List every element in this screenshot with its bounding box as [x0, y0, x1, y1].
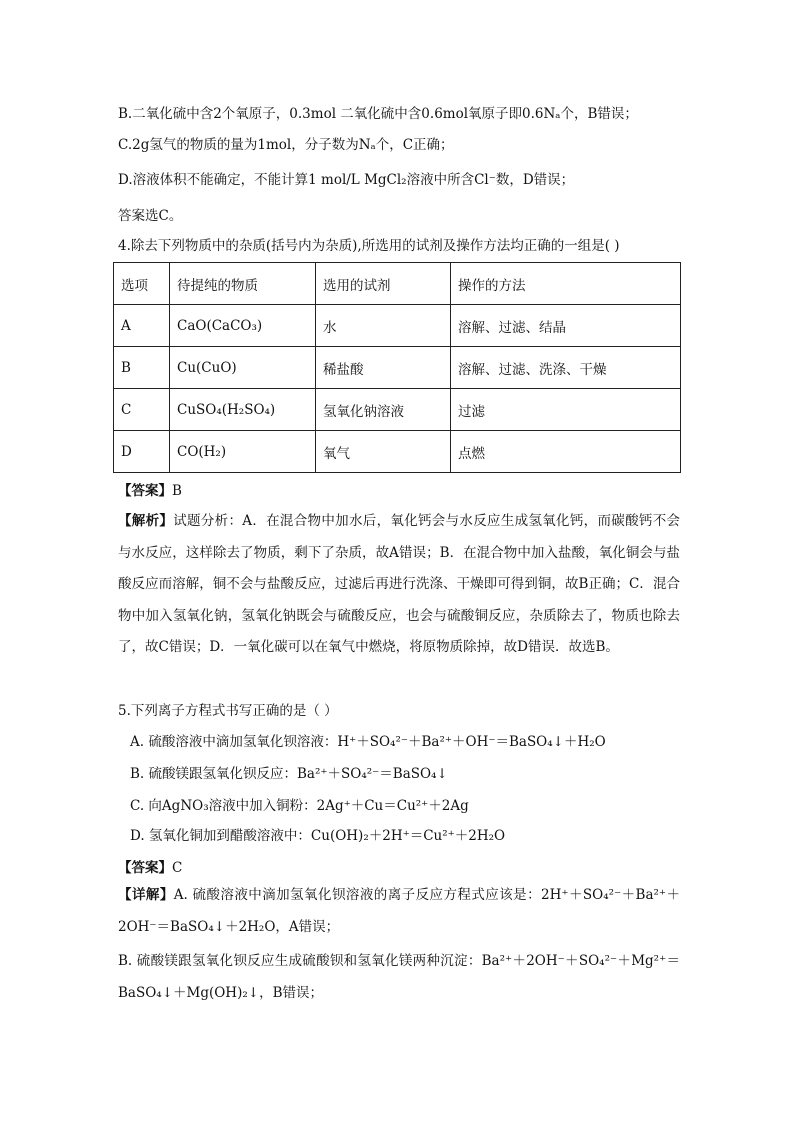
table-cell: 氧气 [316, 431, 451, 473]
answer-value: B [172, 483, 182, 499]
question-4: 4.除去下列物质中的杂质(括号内为杂质),所选用的试剂及操作方法均正确的一组是( ) [118, 238, 620, 254]
analysis-tag: 【解析】 [118, 513, 174, 529]
table-header-cell: 操作的方法 [451, 263, 681, 305]
answer-tag: 【答案】 [118, 483, 172, 499]
answer-tag: 【答案】 [118, 860, 172, 876]
table-cell: CaO(CaCO₃) [170, 305, 316, 347]
table-header-cell: 待提纯的物质 [170, 263, 316, 305]
table-header-row [114, 263, 681, 305]
table-row [114, 305, 681, 347]
text-line-b: B.二氧化硫中含2个氧原子，0.3mol 二氧化硫中含0.6mol氧原子即0.6Nₐ个，B错误； [118, 106, 638, 122]
table-row [114, 389, 681, 431]
table-cell: D [114, 431, 170, 473]
table-cell: A [114, 305, 170, 347]
question-5-option-d: D. 氢氧化铜加到醋酸溶液中：Cu(OH)₂＋2H⁺＝Cu²⁺＋2H₂O [130, 828, 506, 844]
question-4-table [113, 262, 681, 473]
text-line-c: C.2g氢气的物质的量为1mol，分子数为Nₐ个，C正确； [118, 137, 454, 153]
table-cell: Cu(CuO) [170, 347, 316, 389]
table-cell: C [114, 389, 170, 431]
table-cell: 过滤 [451, 389, 681, 431]
answer-value: C [172, 860, 183, 876]
table-row [114, 347, 681, 389]
detail-paragraph-b [118, 946, 680, 1009]
table-cell: CO(H₂) [170, 431, 316, 473]
detail-paragraph-a [118, 880, 680, 943]
table-cell: CuSO₄(H₂SO₄) [170, 389, 316, 431]
table-cell: 水 [316, 305, 451, 347]
table-header-cell: 选用的试剂 [316, 263, 451, 305]
answer-line: 答案选C。 [118, 208, 183, 224]
table-cell: 溶解、过滤、结晶 [451, 305, 681, 347]
answer-5 [118, 858, 182, 878]
question-5: 5.下列离子方程式书写正确的是（ ） [118, 703, 338, 719]
detail-text-a: A. 硫酸溶液中滴加氢氧化钡溶液的离子反应方程式应该是：2H⁺＋SO₄²⁻＋Ba²⁺＋2OH⁻＝BaSO₄↓＋2H₂O，A错误； [118, 887, 681, 935]
table-cell: 溶解、过滤、洗涤、干燥 [451, 347, 681, 389]
table-cell: 稀盐酸 [316, 347, 451, 389]
question-5-option-b: B. 硫酸镁跟氢氧化钡反应：Ba²⁺＋SO₄²⁻＝BaSO₄↓ [130, 766, 448, 782]
table-cell: B [114, 347, 170, 389]
table-cell: 氢氧化钠溶液 [316, 389, 451, 431]
table-cell: 点燃 [451, 431, 681, 473]
analysis-paragraph [118, 506, 680, 664]
detail-tag: 【详解】 [118, 887, 174, 903]
table-row [114, 431, 681, 473]
analysis-text: 试题分析：A．在混合物中加水后，氧化钙会与水反应生成氢氧化钙，而碳酸钙不会与水反应，这样除去了物质，剩下了杂质，故A错误；B．在混合物中加入盐酸，氧化铜会与盐酸反应而溶解，铜不会与盐酸反应，过滤后再进行洗涤、干燥即可得到铜，故B正确；C．混合物中加入氢氧化钠，氢氧化钠既会与硫酸反应，也会与硫酸铜反应，杂质除去了，物质也除去了，故C错误；D．一氧化碳可以在氧气中燃烧，将原物质除掉，故D错误．故选B。 [118, 513, 681, 655]
text-line-d: D.溶液体积不能确定，不能计算1 mol/L MgCl₂溶液中所含Cl⁻数，D错误； [118, 172, 575, 188]
question-5-option-a: A. 硫酸溶液中滴加氢氧化钡溶液：H⁺＋SO₄²⁻＋Ba²⁺＋OH⁻＝BaSO₄↓＋H₂O [130, 734, 606, 750]
answer-4 [118, 481, 182, 501]
detail-text-b: B. 硫酸镁跟氢氧化钡反应生成硫酸钡和氢氧化镁两种沉淀：Ba²⁺＋2OH⁻＋SO₄²⁻＋Mg²⁺＝BaSO₄↓＋Mg(OH)₂↓，B错误； [118, 953, 680, 1001]
table-header-cell: 选项 [114, 263, 170, 305]
question-5-option-c: C. 向AgNO₃溶液中加入铜粉：2Ag⁺＋Cu＝Cu²⁺＋2Ag [130, 798, 469, 814]
